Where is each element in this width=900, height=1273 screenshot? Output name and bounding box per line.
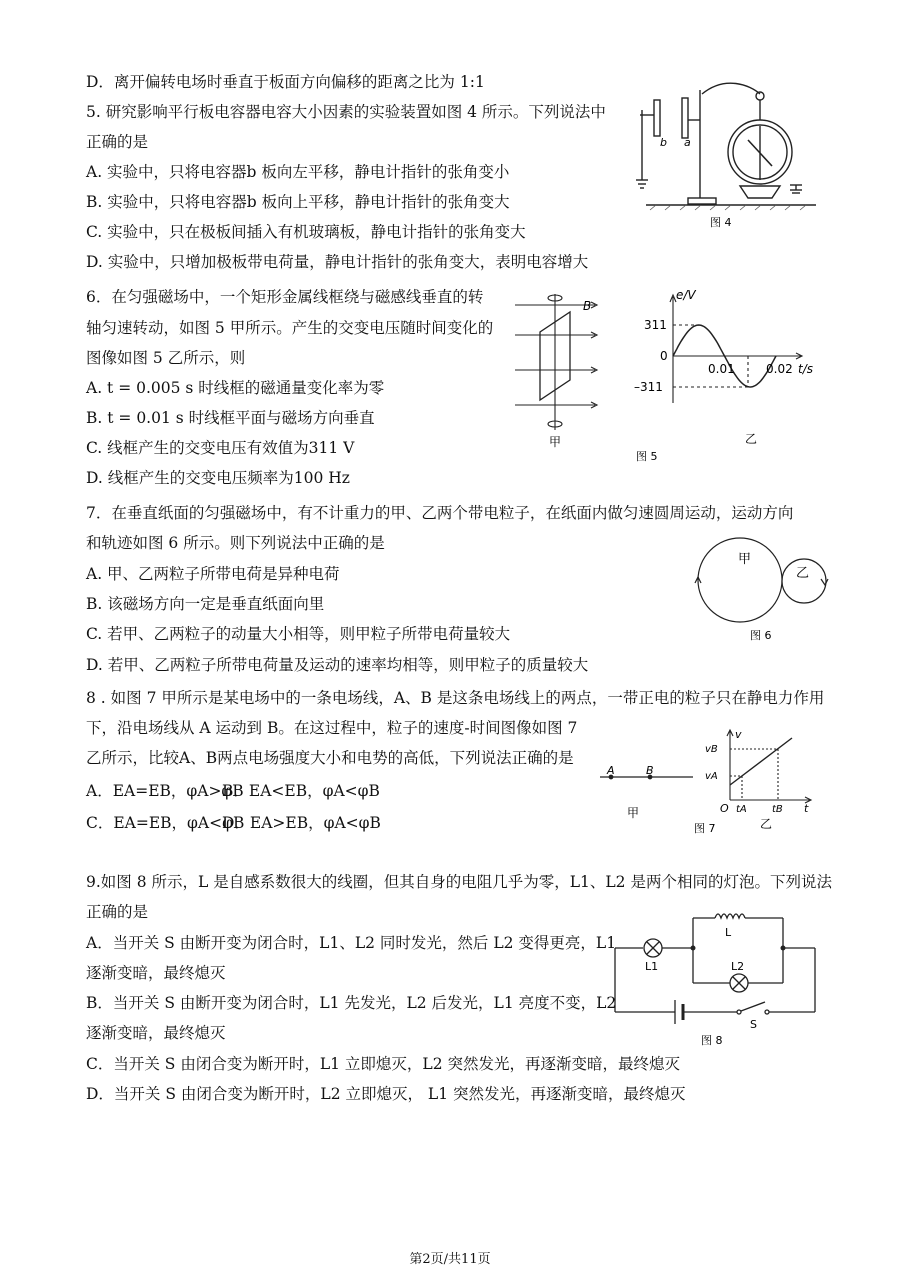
fig7-origin: O — [720, 802, 729, 815]
figure-5-loop-in-field — [515, 290, 615, 450]
figure-6-circular-tracks — [690, 535, 830, 645]
q4-option-d: D．离开偏转电场时垂直于板面方向偏移的距离之比为 1:1 — [86, 73, 485, 91]
fig5-ytick-neg311: –311 — [634, 380, 663, 394]
q5-option-b: B. 实验中，只将电容器b 板向上平移，静电计指针的张角变大 — [86, 193, 510, 211]
fig6-label-jia: 甲 — [738, 552, 752, 567]
fig8-label-S: S — [750, 1018, 757, 1031]
fig5-xtick-001: 0.01 — [708, 362, 735, 376]
fig7-tA: tA — [736, 804, 747, 815]
q8-option-c: C．EA=EB，φA<φB — [86, 814, 245, 832]
q5-option-c: C. 实验中，只在极板间插入有机玻璃板，静电计指针的张角变大 — [86, 223, 526, 241]
q6-stem-line2: 轴匀速转动，如图 5 甲所示。产生的交变电压随时间变化的 — [86, 319, 494, 337]
fig6-label-yi: 乙 — [796, 566, 810, 581]
figure-7-vt-graph — [690, 728, 820, 843]
fig4-caption: 图 4 — [710, 216, 732, 229]
q9-option-d: D．当开关 S 由闭合变为断开时，L2 立即熄灭， L1 突然发光，再逐渐变暗，最终熄灭 — [86, 1085, 686, 1103]
fig6-caption: 图 6 — [750, 629, 772, 642]
q7-option-c: C. 若甲、乙两粒子的动量大小相等，则甲粒子所带电荷量较大 — [86, 625, 511, 643]
fig7-xlabel: t — [804, 802, 809, 815]
q5-stem-line1: 5. 研究影响平行板电容器电容大小因素的实验装置如图 4 所示。下列说法中 — [86, 103, 606, 121]
q7-stem-line1: 7．在垂直纸面的匀强磁场中，有不计重力的甲、乙两个带电粒子，在纸面内做匀速圆周运动，运动方向 — [86, 504, 794, 522]
fig7-tB: tB — [772, 804, 783, 815]
q9-option-a-line2: 逐渐变暗，最终熄灭 — [86, 964, 226, 982]
fig4-label-b: b — [660, 136, 667, 149]
q5-option-d: D. 实验中，只增加极板带电荷量，静电计指针的张角变大，表明电容增大 — [86, 253, 589, 271]
q7-stem-line2: 和轨迹如图 6 所示。则下列说法中正确的是 — [86, 534, 385, 552]
fig7-vA: vA — [705, 771, 718, 782]
q6-stem-line1: 6．在匀强磁场中，一个矩形金属线框绕与磁感线垂直的转 — [86, 288, 484, 306]
fig8-label-L2: L2 — [731, 960, 745, 973]
fig7-caption: 图 7 — [694, 822, 716, 835]
fig5-xlabel: t/s — [798, 362, 813, 376]
q8-stem-line3: 乙所示，比较A、B两点电场强度大小和电势的高低，下列说法正确的是 — [86, 749, 574, 767]
fig5-caption: 图 5 — [636, 450, 658, 463]
q9-option-b-line1: B．当开关 S 由断开变为闭合时，L1 先发光，L2 后发光，L1 亮度不变，L2 — [86, 994, 617, 1012]
fig5-label-B: B — [583, 299, 592, 313]
figure-5-voltage-graph — [630, 285, 820, 465]
q7-option-d: D. 若甲、乙两粒子所带电荷量及运动的速率均相等，则甲粒子的质量较大 — [86, 656, 589, 674]
figure-8-circuit — [605, 900, 825, 1055]
q5-stem-line2: 正确的是 — [86, 133, 149, 151]
q8-option-d: D．EA>EB，φA<φB — [222, 814, 381, 832]
fig8-label-L1: L1 — [645, 960, 659, 973]
q8-option-a: A．EA=EB，φA>φB — [86, 782, 244, 800]
fig5-ytick-311: 311 — [644, 318, 667, 332]
q6-option-c: C. 线框产生的交变电压有效值为311 V — [86, 439, 355, 457]
q9-stem-line2: 正确的是 — [86, 903, 149, 921]
q6-option-a: A. t = 0.005 s 时线框的磁通量变化率为零 — [86, 379, 385, 397]
page-footer: 第2页/共11页 — [409, 1252, 491, 1267]
fig8-caption: 图 8 — [701, 1034, 723, 1047]
fig5-ytick-0: 0 — [660, 349, 668, 363]
fig7-label-B: B — [646, 764, 654, 777]
q6-option-b: B. t = 0.01 s 时线框平面与磁场方向垂直 — [86, 409, 375, 427]
figure-4-capacitor-apparatus — [630, 80, 820, 230]
q9-stem-line1: 9.如图 8 所示，L 是自感系数很大的线圈，但其自身的电阻几乎为零，L1、L2 是两个相同的灯泡。下列说法 — [86, 873, 832, 891]
q9-option-a-line1: A．当开关 S 由断开变为闭合时，L1、L2 同时发光，然后 L2 变得更亮，L1 — [86, 934, 617, 952]
fig4-label-a: a — [684, 136, 691, 149]
q9-option-c: C．当开关 S 由闭合变为断开时，L1 立即熄灭，L2 突然发光，再逐渐变暗，最终熄灭 — [86, 1055, 680, 1073]
fig5-label-jia: 甲 — [549, 435, 562, 449]
fig7-label-A: A — [607, 764, 615, 777]
q7-option-a: A. 甲、乙两粒子所带电荷是异种电荷 — [86, 565, 340, 583]
fig7-label-jia: 甲 — [627, 806, 640, 820]
fig7-label-yi: 乙 — [760, 817, 773, 831]
fig5-xtick-002: 0.02 — [766, 362, 793, 376]
fig8-label-L: L — [725, 926, 732, 939]
q7-option-b: B. 该磁场方向一定是垂直纸面向里 — [86, 595, 325, 613]
fig7-ylabel: v — [735, 728, 742, 741]
figure-7-field-line — [595, 760, 705, 825]
q8-stem-line1: 8 . 如图 7 甲所示是某电场中的一条电场线，A、B 是这条电场线上的两点，一带正电的粒子只在静电力作用 — [86, 689, 825, 707]
q8-option-b: B．EA<EB，φA<φB — [222, 782, 380, 800]
fig5-label-yi: 乙 — [745, 432, 758, 446]
q5-option-a: A. 实验中，只将电容器b 板向左平移，静电计指针的张角变小 — [86, 163, 510, 181]
q8-stem-line2: 下，沿电场线从 A 运动到 B。在这过程中，粒子的速度-时间图像如图 7 — [86, 719, 578, 737]
fig5-ylabel: e/V — [676, 288, 696, 302]
q6-stem-line3: 图像如图 5 乙所示，则 — [86, 349, 246, 367]
q9-option-b-line2: 逐渐变暗，最终熄灭 — [86, 1024, 226, 1042]
q6-option-d: D. 线框产生的交变电压频率为100 Hz — [86, 469, 350, 487]
fig7-vB: vB — [705, 744, 718, 755]
